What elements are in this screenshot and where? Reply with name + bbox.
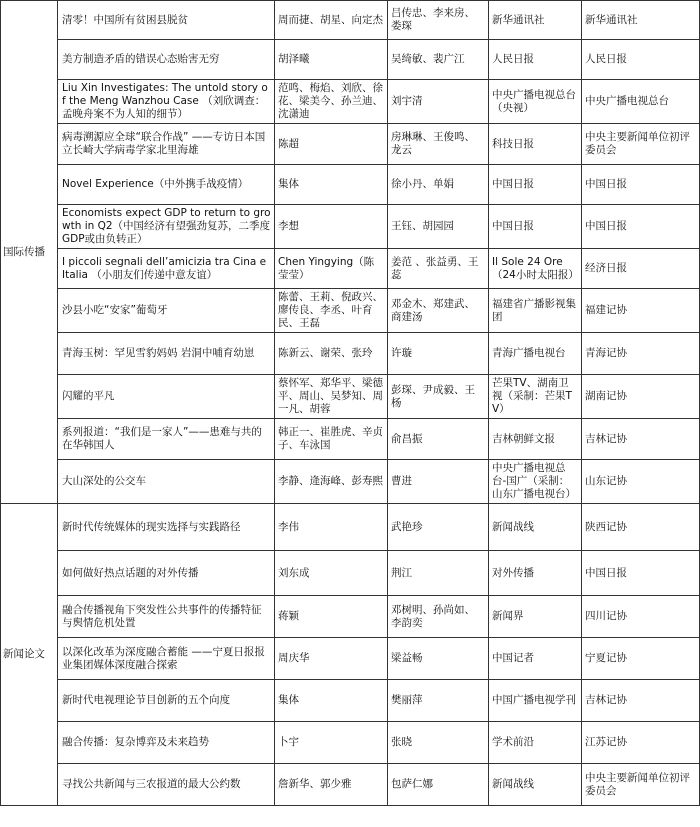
- table-row: [1, 333, 700, 375]
- editors-cell: 吴绮敏、裴广江: [388, 40, 489, 80]
- authors-cell: 范鸣、梅焰、刘欣、徐花、梁美今、孙兰迪、沈潇迪: [275, 80, 388, 124]
- work-title: 寻找公共新闻与三农报道的最大公约数: [58, 764, 275, 806]
- editors-cell: 王钰、胡园园: [388, 205, 489, 249]
- table-row: [1, 764, 700, 806]
- table-row: [1, 249, 700, 289]
- table-row: [1, 375, 700, 419]
- publisher-cell: 对外传播: [489, 551, 582, 596]
- table-row: [1, 460, 700, 504]
- recommender-cell: 中国日报: [582, 205, 700, 249]
- work-title: 系列报道：“我们是一家人”——患难与共的在华韩国人: [58, 419, 275, 460]
- authors-cell: 陈蕾、王莉、倪政兴、廖传良、李丞、叶育民、王磊: [275, 289, 388, 333]
- table-row: [1, 419, 700, 460]
- editors-cell: 姜范 、张益勇、王蕊: [388, 249, 489, 289]
- table-row: [1, 1, 700, 40]
- recommender-cell: 陕西记协: [582, 504, 700, 551]
- editors-cell: 邓树明、孙尚如、李韵奕: [388, 596, 489, 638]
- publisher-cell: 中国日报: [489, 165, 582, 205]
- table-row: [1, 504, 700, 551]
- work-title: 美方制造矛盾的错误心态贻害无穷: [58, 40, 275, 80]
- category-cell: 国际传播: [1, 1, 58, 504]
- editors-cell: 房琳琳、王俊鸣、龙云: [388, 124, 489, 165]
- publisher-cell: 中央广播电视总台（央视）: [489, 80, 582, 124]
- publisher-cell: 新闻战线: [489, 764, 582, 806]
- authors-cell: 集体: [275, 165, 388, 205]
- editors-cell: 彭琛、尹成毅、王杨: [388, 375, 489, 419]
- table-row: [1, 124, 700, 165]
- recommender-cell: 江苏记协: [582, 722, 700, 764]
- publisher-cell: 中国广播电视学刊: [489, 680, 582, 722]
- editors-cell: 樊丽萍: [388, 680, 489, 722]
- recommender-cell: 新华通讯社: [582, 1, 700, 40]
- table-row: [1, 638, 700, 680]
- authors-cell: 李想: [275, 205, 388, 249]
- work-title: 新时代电视理论节目创新的五个向度: [58, 680, 275, 722]
- recommender-cell: 人民日报: [582, 40, 700, 80]
- publisher-cell: 吉林朝鲜文报: [489, 419, 582, 460]
- category-cell: 新闻论文: [1, 504, 58, 806]
- recommender-cell: 中国日报: [582, 551, 700, 596]
- editors-cell: 张晓: [388, 722, 489, 764]
- publisher-cell: 中国日报: [489, 205, 582, 249]
- work-title: 沙县小吃“安家”葡萄牙: [58, 289, 275, 333]
- publisher-cell: 福建省广播影视集团: [489, 289, 582, 333]
- work-title: Novel Experience（中外携手战疫情）: [58, 165, 275, 205]
- table-row: [1, 680, 700, 722]
- publisher-cell: 中央广播电视总台-国广（采制：山东广播电视台）: [489, 460, 582, 504]
- work-title: Economists expect GDP to return to growth in Q2（中国经济有望强劲复苏，二季度GDP或由负转正）: [58, 205, 275, 249]
- recommender-cell: 宁夏记协: [582, 638, 700, 680]
- authors-cell: 詹新华、郭少雅: [275, 764, 388, 806]
- publisher-cell: 人民日报: [489, 40, 582, 80]
- work-title: I piccoli segnali dell’amicizia tra Cina e Italia （小朋友们传递中意友谊）: [58, 249, 275, 289]
- editors-cell: 俞昌振: [388, 419, 489, 460]
- awards-table-body: [1, 1, 700, 806]
- recommender-cell: 湖南记协: [582, 375, 700, 419]
- publisher-cell: 中国记者: [489, 638, 582, 680]
- work-title: 以深化改革为深度融合蓄能 ——宁夏日报报业集团媒体深度融合探索: [58, 638, 275, 680]
- work-title: 青海玉树：罕见雪豹妈妈 岩洞中哺育幼崽: [58, 333, 275, 375]
- recommender-cell: 中央广播电视总台: [582, 80, 700, 124]
- table-row: [1, 165, 700, 205]
- work-title: 新时代传统媒体的现实选择与实践路径: [58, 504, 275, 551]
- work-title: Liu Xin Investigates: The untold story of the Meng Wanzhou Case （刘欣调查：孟晚舟案不为人知的细节）: [58, 80, 275, 124]
- authors-cell: 胡泽曦: [275, 40, 388, 80]
- recommender-cell: 经济日报: [582, 249, 700, 289]
- authors-cell: Chen Yingying（陈莹莹）: [275, 249, 388, 289]
- recommender-cell: 中国日报: [582, 165, 700, 205]
- table-row: [1, 596, 700, 638]
- editors-cell: 曹进: [388, 460, 489, 504]
- publisher-cell: 学术前沿: [489, 722, 582, 764]
- publisher-cell: 新闻界: [489, 596, 582, 638]
- table-row: [1, 551, 700, 596]
- editors-cell: 荆江: [388, 551, 489, 596]
- recommender-cell: 山东记协: [582, 460, 700, 504]
- authors-cell: 周而捷、胡星、向定杰: [275, 1, 388, 40]
- authors-cell: 集体: [275, 680, 388, 722]
- editors-cell: 武艳珍: [388, 504, 489, 551]
- table-row: [1, 205, 700, 249]
- editors-cell: 许璇: [388, 333, 489, 375]
- authors-cell: 李伟: [275, 504, 388, 551]
- authors-cell: 李静、逄海峰、彭寿熙: [275, 460, 388, 504]
- recommender-cell: 中央主要新闻单位初评委员会: [582, 764, 700, 806]
- work-title: 病毒溯源应全球“联合作战” ——专访日本国立长崎大学病毒学家北里海雄: [58, 124, 275, 165]
- authors-cell: 卜宇: [275, 722, 388, 764]
- table-row: [1, 289, 700, 333]
- recommender-cell: 福建记协: [582, 289, 700, 333]
- table-row: [1, 40, 700, 80]
- work-title: 闪耀的平凡: [58, 375, 275, 419]
- table-row: [1, 722, 700, 764]
- work-title: 融合传播：复杂博弈及未来趋势: [58, 722, 275, 764]
- recommender-cell: 吉林记协: [582, 419, 700, 460]
- publisher-cell: 新闻战线: [489, 504, 582, 551]
- authors-cell: 周庆华: [275, 638, 388, 680]
- work-title: 如何做好热点话题的对外传播: [58, 551, 275, 596]
- work-title: 大山深处的公交车: [58, 460, 275, 504]
- editors-cell: 邓金木、郑建武、商建汤: [388, 289, 489, 333]
- work-title: 清零！中国所有贫困县脱贫: [58, 1, 275, 40]
- authors-cell: 韩正一、崔胜虎、辛贞子、车泳国: [275, 419, 388, 460]
- authors-cell: 刘东成: [275, 551, 388, 596]
- publisher-cell: Il Sole 24 Ore（24小时太阳报）: [489, 249, 582, 289]
- work-title: 融合传播视角下突发性公共事件的传播特征与舆情危机处置: [58, 596, 275, 638]
- authors-cell: 蒋颖: [275, 596, 388, 638]
- publisher-cell: 新华通讯社: [489, 1, 582, 40]
- editors-cell: 梁益畅: [388, 638, 489, 680]
- editors-cell: 刘宇清: [388, 80, 489, 124]
- editors-cell: 包萨仁娜: [388, 764, 489, 806]
- editors-cell: 吕传忠、李来房、娄琛: [388, 1, 489, 40]
- authors-cell: 陈新云、谢荣、张玲: [275, 333, 388, 375]
- table-row: [1, 80, 700, 124]
- authors-cell: 陈超: [275, 124, 388, 165]
- authors-cell: 蔡怀军、郑华平、梁德平、周山、吴梦知、周一凡、胡蓉: [275, 375, 388, 419]
- recommender-cell: 吉林记协: [582, 680, 700, 722]
- publisher-cell: 芒果TV、湖南卫视（采制：芒果TV）: [489, 375, 582, 419]
- recommender-cell: 青海记协: [582, 333, 700, 375]
- editors-cell: 徐小丹、单娟: [388, 165, 489, 205]
- publisher-cell: 科技日报: [489, 124, 582, 165]
- recommender-cell: 中央主要新闻单位初评委员会: [582, 124, 700, 165]
- recommender-cell: 四川记协: [582, 596, 700, 638]
- publisher-cell: 青海广播电视台: [489, 333, 582, 375]
